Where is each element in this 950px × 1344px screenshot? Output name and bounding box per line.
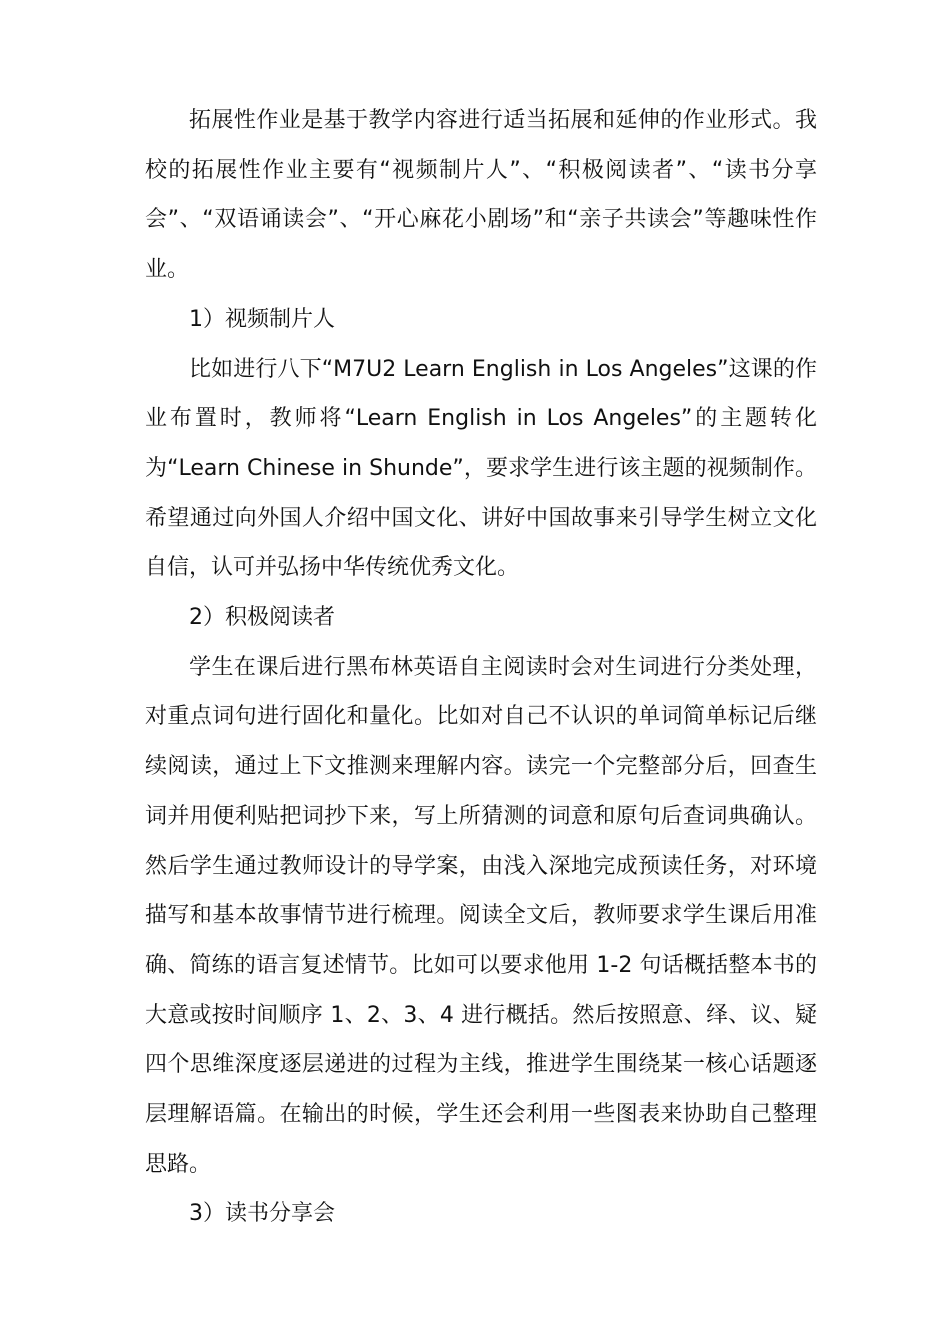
intro-paragraph: 拓展性作业是基于教学内容进行适当拓展和延伸的作业形式。我校的拓展性作业主要有“视频制片人”、“积极阅读者”、“读书分享会”、“双语诵读会”、“开心麻花小剧场”和“亲子共读会”等趣味性作业。 <box>145 108 817 283</box>
video-producer-paragraph: 比如进行八下“M7U2 Learn English in Los Angeles”这课的作业布置时，教师将“Learn English in Los Angeles”的主题转化为“Learn Chinese in Shunde”，要求学生进行该主题的视频制作。希望通过向外国人介绍中国文化、讲好中国故事来引导学生树立文化自信，认可并弘扬中华传统优秀文化。 <box>145 356 817 581</box>
section-heading-active-reader: 2）积极阅读者 <box>189 605 335 631</box>
section-heading-book-sharing: 3）读书分享会 <box>189 1201 335 1227</box>
active-reader-paragraph: 学生在课后进行黑布林英语自主阅读时会对生词进行分类处理，对重点词句进行固化和量化。比如对自己不认识的单词简单标记后继续阅读，通过上下文推测来理解内容。读完一个完整部分后，回查生词并用便利贴把词抄下来，写上所猜测的词意和原句后查词典确认。然后学生通过教师设计的导学案，由浅入深地完成预读任务，对环境描写和基本故事情节进行梳理。阅读全文后，教师要求学生课后用准确、简练的语言复述情节。比如可以要求他用 1-2 句话概括整本书的大意或按时间顺序 1、2、3、4 进行概括。然后按照意、绎、议、疑四个思维深度逐层递进的过程为主线，推进学生围绕某一核心话题逐层理解语篇。在输出的时候，学生还会利用一些图表来协助自己整理思路。 <box>145 654 817 1177</box>
document-body <box>145 96 817 1239</box>
section-heading-video-producer: 1）视频制片人 <box>189 306 335 332</box>
